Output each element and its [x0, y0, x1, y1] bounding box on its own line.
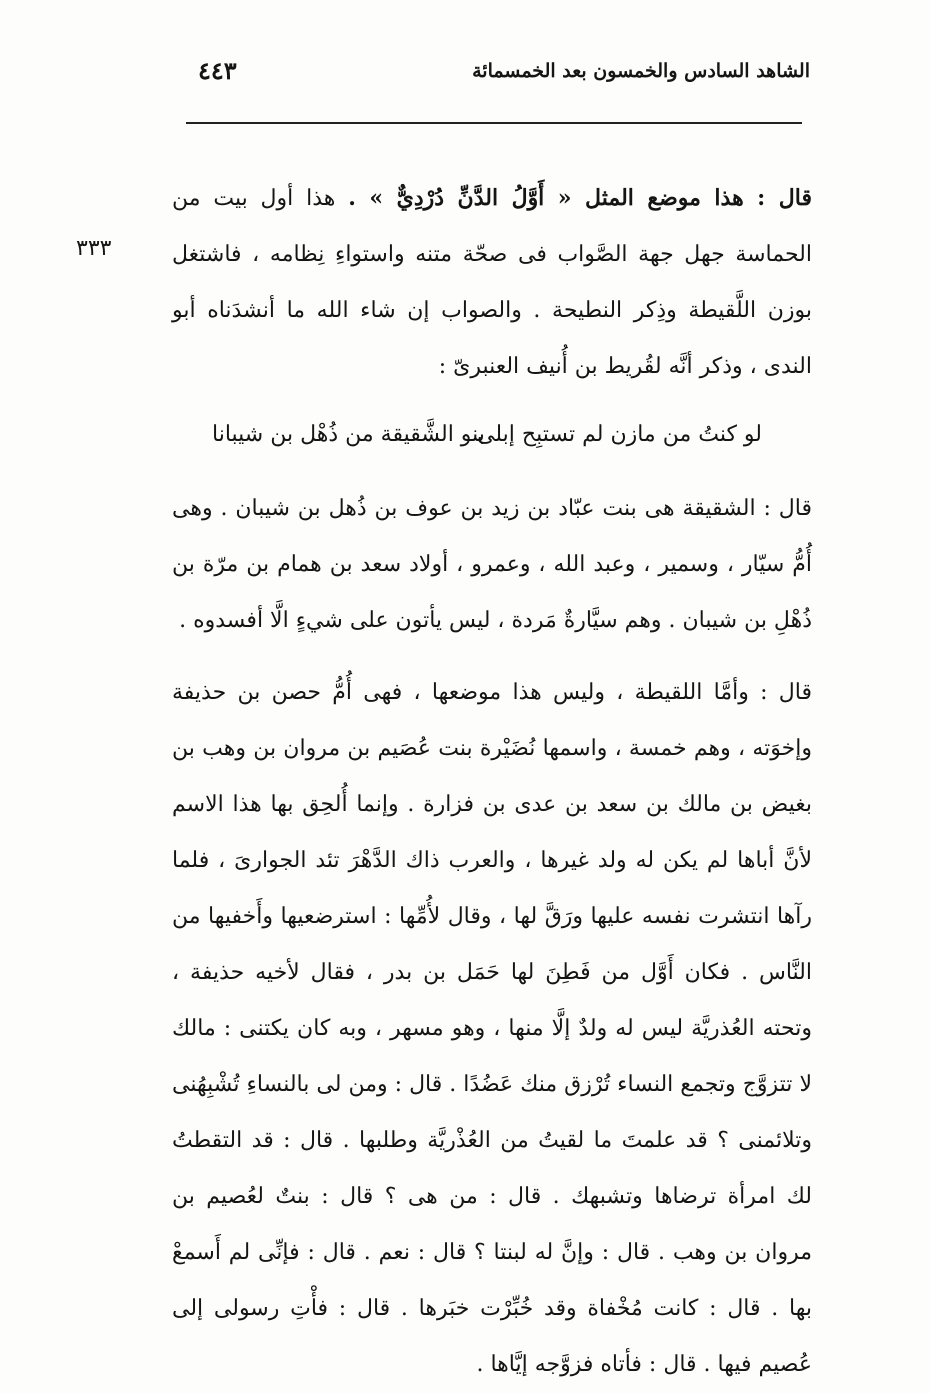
- verse: [172, 407, 812, 467]
- running-head: الشاهد السادس والخمسون بعد الخمسمائة: [472, 60, 810, 82]
- body-text: [172, 170, 812, 1393]
- page-number: ٤٤٣: [198, 56, 237, 85]
- verse-first-hemistich: لو كنتُ من مازن لم تستبِح إبلى: [477, 422, 762, 447]
- paragraph-1: [172, 170, 812, 395]
- paragraph-1-text: هذا أول بيت من الحماسة جهل جهة الصَّواب فى صحّة متنه واستواءِ نِظامه ، فاشتغل بوزن اللَّقيطة وذِكر النطيحة . والصواب إن شاء الله ما أنشدَناه أبو الندى ، وذكر أنَّه لقُريط بن أُنيف العنبرىّ :: [172, 186, 812, 379]
- paragraph-1-lead: قال : هذا موضع المثل « أَوَّلُ الدَّنِّ دُرْدِيٌّ » .: [348, 185, 813, 211]
- verse-second-hemistich: بنو الشَّقيقة من ذُهْل بن شيبانا: [212, 422, 485, 447]
- margin-reference-number: ٣٣٣: [76, 236, 112, 261]
- page-header: [190, 56, 810, 96]
- header-rule: [186, 122, 802, 124]
- paragraph-3: قال : وأمَّا اللقيطة ، وليس هذا موضعها ، فهى أُمُّ حصن بن حذيفة وإخوَته ، وهم خمسة ، واسمها نُضَيْرة بنت عُصَيم بن مروان بن وهب بن بغيض بن مالك بن سعد بن عدى بن فزارة . وإنما أُلحِق بها هذا الاسم لأنَّ أباها لم يكن له ولد غيرها ، والعرب ذاك الدَّهْرَ تئد الجوارىَ ، فلما رآها انتشرت نفسه عليها ورَقَّ لها ، وقال لأُمِّها : استرضعيها وأَخفيها من النَّاس . فكان أَوَّل من فَطِنَ لها حَمَل بن بدر ، فقال لأخيه حذيفة ، وتحته العُذريَّة ليس له ولدٌ إلَّا منها ، وهو مسهر ، وبه كان يكتنى : مالك لا تتزوَّج وتجمع النساء تُرْزق منك عَضُدًا . قال : ومن لى بالنساءِ تُشْبِهُنى وتلائمنى ؟ قد علمتَ ما لقيتُ من العُذْريَّة وطلبها . قال : قد التقطتُ لك امرأة ترضاها وتشبهك . قال : من هى ؟ قال : بنتٌ لعُصيم بن مروان بن وهب . قال : وإنَّ له لبنتا ؟ قال : نعم . قال : فإنِّى لم أَسمعْ بها . قال : كانت مُخْفاة وقد خُبِّرْت خبَرها . قال : فأْتِ رسولى إلى عُصيم فيها . قال : فأتاه فزوَّجه إيَّاها .: [172, 680, 812, 1377]
- paragraph-2: قال : الشقيقة هى بنت عبّاد بن زيد بن عوف بن ذُهل بن شيبان . وهى أُمُّ سيّار ، وسمير ، وعبد الله ، وعمرو ، أولاد سعد بن همام بن مرّة بن ذُهْلِ بن شيبان . وهم سيَّارةٌ مَردة ، ليس يأتون على شيءٍ الَّا أفسدوه .: [172, 496, 812, 633]
